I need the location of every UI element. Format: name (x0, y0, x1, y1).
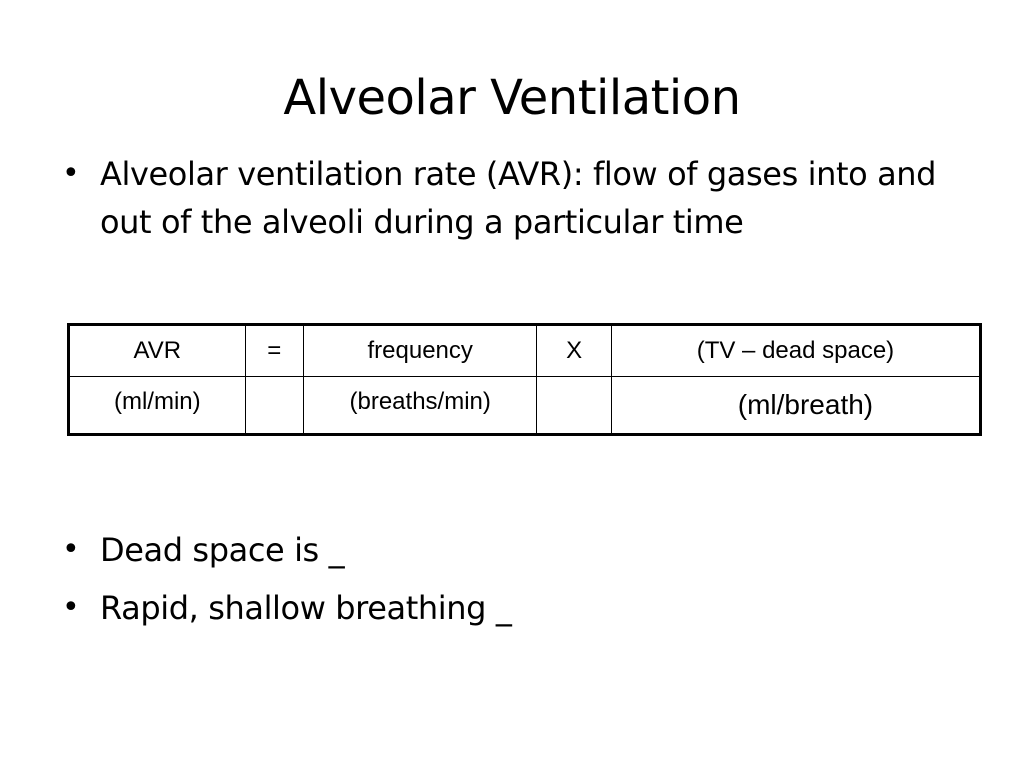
bullet-item (62, 584, 962, 632)
bullet-icon: • (62, 532, 80, 567)
bullet-text: Alveolar ventilation rate (AVR): flow of gases into and out of the alveoli during a particular time (100, 155, 937, 241)
table-row (69, 377, 981, 435)
table-cell (537, 377, 611, 435)
bullet-icon: • (62, 156, 80, 191)
bullet-icon: • (62, 590, 80, 625)
table-cell: = (245, 325, 303, 377)
table-cell: (ml/min) (69, 377, 246, 435)
table-cell: X (537, 325, 611, 377)
bullet-item (62, 150, 962, 246)
avr-formula-table (67, 323, 982, 436)
bullet-text: Rapid, shallow breathing _ (100, 589, 512, 627)
table-row (69, 325, 981, 377)
table-cell (245, 377, 303, 435)
table-cell: AVR (69, 325, 246, 377)
bullet-item (62, 526, 962, 574)
table-cell: (ml/breath) (611, 377, 980, 435)
slide-title: Alveolar Ventilation (283, 70, 741, 126)
table-cell: (TV – dead space) (611, 325, 980, 377)
table-cell: frequency (303, 325, 536, 377)
bullet-text: Dead space is _ (100, 531, 345, 569)
table-cell: (breaths/min) (303, 377, 536, 435)
